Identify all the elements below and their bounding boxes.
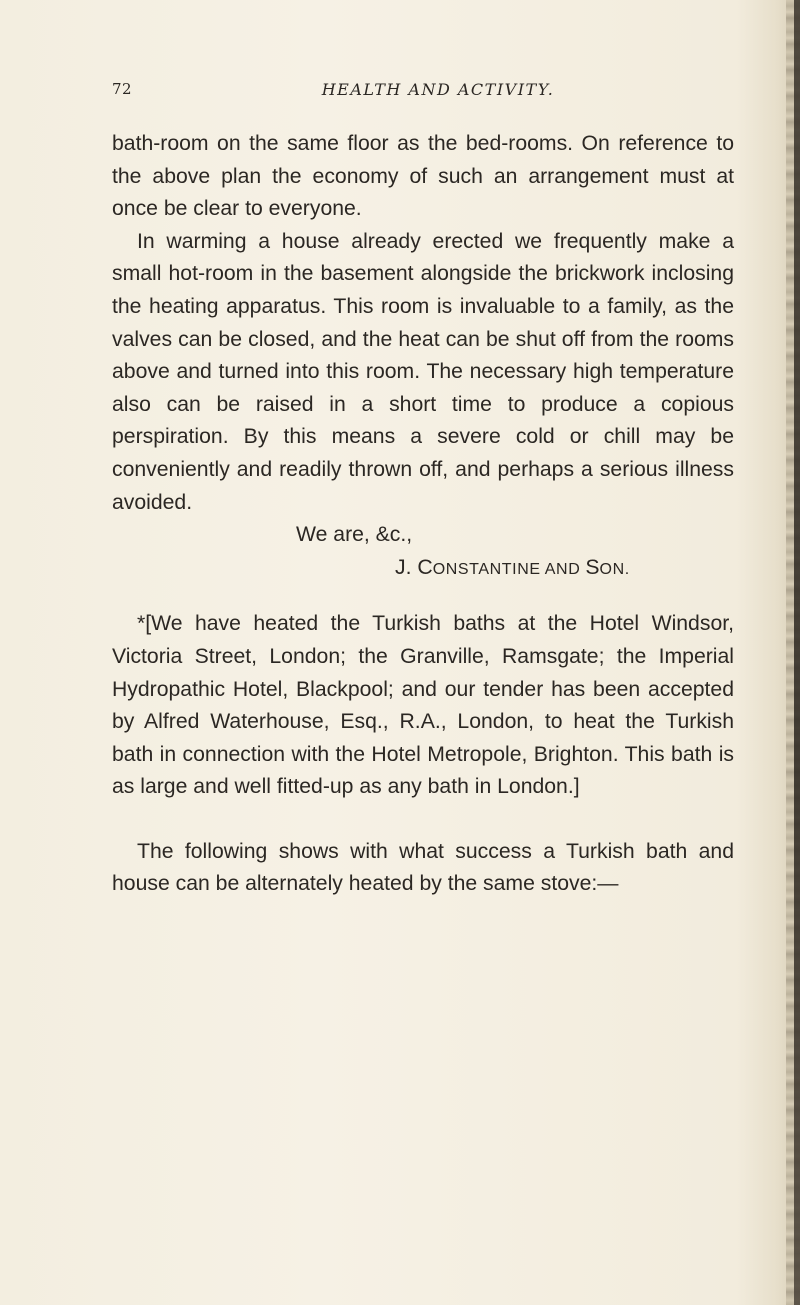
signature-small-caps-1: ONSTANTINE AND [432, 560, 586, 578]
page-edge-shadow [794, 0, 800, 1305]
spacer [112, 804, 734, 836]
paragraph-hot-room: In warming a house already erected we frequently make a small hot-room in the basement alongside the brickwork inclosing the heating apparatus. This room is invaluable to a family, as the valves can be closed, and the heat can be shut off from the rooms above and turned into this room. The necessary high temperature also can be raised in a short time to produce a copious perspiration. By this means a severe cold or chill may be conveniently and readily thrown off, and perhaps a serious illness avoided. [112, 229, 734, 514]
running-head: HEALTH AND ACTIVITY. [321, 80, 555, 99]
signature-cap-s: S [585, 555, 600, 579]
closing-salutation: We are, &c., [296, 523, 413, 547]
page-number: 72 [112, 80, 133, 98]
spacer [112, 586, 734, 608]
signature-cap-c: C [417, 555, 433, 579]
paragraph-following: The following shows with what success a Turkish bath and house can be alternately heated by the same stove:— [112, 839, 734, 896]
signature-initial: J. [395, 555, 418, 579]
page-header [112, 80, 734, 104]
signature [112, 552, 734, 587]
signature-small-caps-2: ON. [599, 560, 630, 578]
paragraph-continued: bath-room on the same floor as the bed-rooms. On reference to the above plan the economy of such an arrangement must at once be clear to everyone. [112, 132, 734, 221]
footnote: *[We have heated the Turkish baths at the Hotel Windsor, Victoria Street, London; the Granville, Ramsgate; the Imperial Hydropathic Hotel, Blackpool; and our tender has been accepted by Alfred Waterhouse, Esq., R.A., London, to heat the Turkish bath in connection with the Hotel Metropole, Brighton. This bath is as large and well fitted-up as any bath in London.] [112, 612, 734, 799]
body-text [112, 128, 734, 901]
